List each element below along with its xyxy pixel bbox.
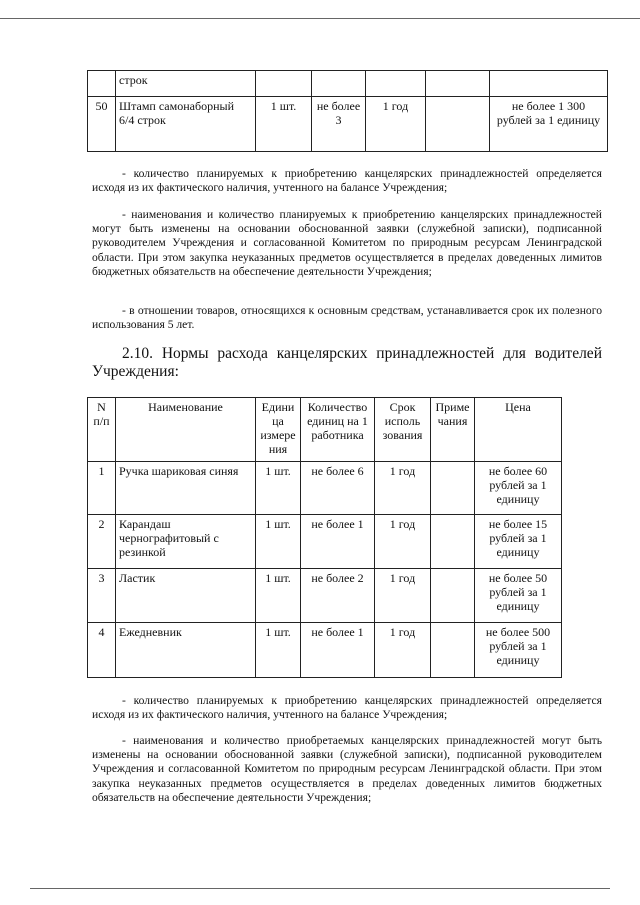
scan-top-line	[0, 18, 640, 19]
cell-num	[88, 71, 116, 97]
cell-unit: 1 шт.	[256, 623, 301, 678]
cell-name: строк	[116, 71, 256, 97]
scan-bottom-line	[30, 888, 610, 889]
continued-table	[87, 70, 608, 152]
cell-note	[431, 623, 475, 678]
cell-num: 1	[88, 462, 116, 515]
cell-price	[490, 71, 608, 97]
cell-term: 1 год	[375, 623, 431, 678]
cell-price: не более 50 рублей за 1 единицу	[475, 569, 562, 623]
table-header-row	[88, 398, 562, 462]
cell-term: 1 год	[375, 515, 431, 569]
paragraph: - наименования и количество планируемых к приобретению канцелярских принадлежностей могут быть изменены на основании обоснованной заявки (служебной записки), подписанной руководителем Учреждения и согласованной Комитетом по природным ресурсам Ленинградской области. При этом закупка неуказанных предметов осуществляется в пределах доведенных лимитов бюджетных обязательств на обеспечение деятельности Учреждения;	[92, 208, 602, 278]
table-row	[88, 623, 562, 678]
cell-note	[431, 462, 475, 515]
header-unit: Едини ца измере ния	[256, 398, 301, 462]
header-price: Цена	[475, 398, 562, 462]
table-row	[88, 71, 608, 97]
cell-unit: 1 шт.	[256, 515, 301, 569]
cell-note	[426, 71, 490, 97]
table-row	[88, 569, 562, 623]
cell-term: 1 год	[366, 97, 426, 152]
header-note: Приме чания	[431, 398, 475, 462]
header-qty: Количество единиц на 1 работника	[301, 398, 375, 462]
norms-table	[87, 397, 562, 678]
cell-name: Ластик	[116, 569, 256, 623]
table-row	[88, 462, 562, 515]
cell-price: не более 15 рублей за 1 единицу	[475, 515, 562, 569]
cell-note	[431, 515, 475, 569]
cell-unit: 1 шт.	[256, 97, 312, 152]
cell-name: Ежедневник	[116, 623, 256, 678]
cell-note	[426, 97, 490, 152]
cell-qty: не более 2	[301, 569, 375, 623]
cell-unit: 1 шт.	[256, 569, 301, 623]
cell-price: не более 1 300 рублей за 1 единицу	[490, 97, 608, 152]
cell-unit	[256, 71, 312, 97]
cell-term: 1 год	[375, 569, 431, 623]
section-heading: 2.10. Нормы расхода канцелярских принадлежностей для водителей Учреждения:	[92, 345, 602, 380]
cell-term: 1 год	[375, 462, 431, 515]
paragraph: - наименования и количество приобретаемых канцелярских принадлежностей могут быть изменены на основании обоснованной заявки (служебной записки), подписанной руководителем Учреждения и согласованной Комитетом по природным ресурсам Ленинградской области. При этом закупка неуказанных предметов осуществляется в пределах доведенных лимитов бюджетных обязательств на обеспечение деятельности Учреждения;	[92, 734, 602, 804]
cell-name: Карандаш чернографитовый с резинкой	[116, 515, 256, 569]
paragraph: - количество планируемых к приобретению канцелярских принадлежностей определяется исходя из их фактического наличия, учтенного на балансе Учреждения;	[92, 694, 602, 722]
header-name: Наименование	[116, 398, 256, 462]
cell-qty: не более 3	[312, 97, 366, 152]
cell-price: не более 500 рублей за 1 единицу	[475, 623, 562, 678]
cell-num: 2	[88, 515, 116, 569]
cell-num: 50	[88, 97, 116, 152]
cell-qty: не более 1	[301, 515, 375, 569]
cell-num: 4	[88, 623, 116, 678]
paragraph: - количество планируемых к приобретению канцелярских принадлежностей определяется исходя из их фактического наличия, учтенного на балансе Учреждения;	[92, 167, 602, 195]
paragraph: - в отношении товаров, относящихся к основным средствам, устанавливается срок их полезного использования 5 лет.	[92, 304, 602, 332]
cell-name: Ручка шариковая синяя	[116, 462, 256, 515]
cell-note	[431, 569, 475, 623]
cell-num: 3	[88, 569, 116, 623]
header-num: N п/п	[88, 398, 116, 462]
cell-qty	[312, 71, 366, 97]
cell-qty: не более 6	[301, 462, 375, 515]
cell-qty: не более 1	[301, 623, 375, 678]
table-row	[88, 97, 608, 152]
cell-term	[366, 71, 426, 97]
cell-price: не более 60 рублей за 1 единицу	[475, 462, 562, 515]
cell-name: Штамп самонаборный 6/4 строк	[116, 97, 256, 152]
table-row	[88, 515, 562, 569]
cell-unit: 1 шт.	[256, 462, 301, 515]
header-term: Срок исполь зования	[375, 398, 431, 462]
